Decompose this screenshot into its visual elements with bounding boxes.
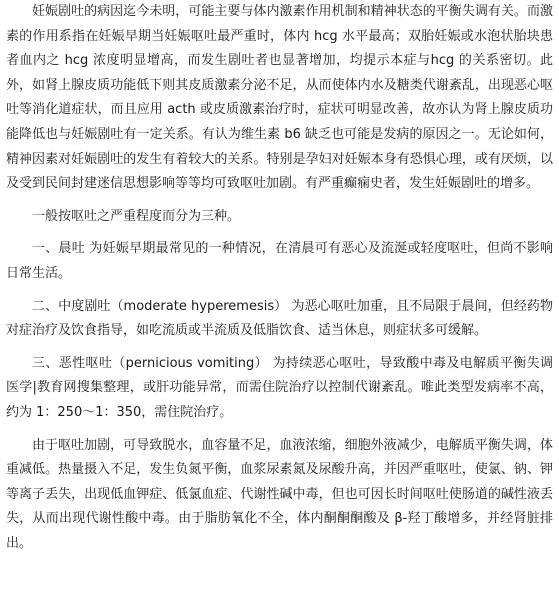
paragraph-pernicious-vomiting: 三、恶性呕吐（pernicious vomiting） 为持续恶心呕吐，导致酸中毒及电解质平衡失调医学|教育网搜集整理，或肝功能异常，而需住院治疗以控制代谢紊乱。唯此类型发病率不高，约为 1：250～1：350，需住院治疗。: [6, 355, 553, 420]
paragraph-consequences: 由于呕吐加剧，可导致脱水，血容量不足，血液浓缩，细胞外液减少，电解质平衡失调，体重减低。热量摄入不足，发生负氮平衡，血浆尿素氮及尿酸升高，并因严重呕吐，使氯、钠、钾等离子丢失，出现低血钾症、低氯血症、代谢性碱中毒，但也可因长时间呕吐使肠道的碱性液丢失，从而出现代谢性酸中毒。由于脂肪氧化不全，体内酮酮酮酸及 β-羟丁酸增多，并经肾脏排出。: [6, 437, 553, 551]
paragraph-etiology: 妊娠剧吐的病因迄今未明，可能主要与体内激素作用机制和精神状态的平衡失调有关。而激素的作用系指在妊娠早期当妊娠呕吐最严重时，体内 hcg 水平最高；双胎妊娠或水泡状胎块患者血内之 hcg 浓度明显增高，而发生剧吐者也显著增加，均提示本症与hcg 的关系密切。此外，如肾上腺皮质功能低下则其皮质激素分泌不足，从而使体内水及糖类代谢紊乱，出现恶心呕吐等消化道症状，而且应用 acth 或皮质激素治疗时，症状可明显改善，故亦认为肾上腺皮质功能降低也与妊娠剧吐有一定关系。有认为维生素 b6 缺乏也可能是发病的原因之一。无论如何，精神因素对妊娠剧吐的发生有着较大的关系。特别是孕妇对妊娠本身有恐惧心理，或有厌烦，以及受到民间封建迷信思想影响等等均可致呕吐加剧。有严重癫痫史者，发生妊娠剧吐的增多。: [6, 4, 553, 192]
paragraph-moderate-hyperemesis: 二、中度剧吐（moderate hyperemesis） 为恶心呕吐加重，且不局限于晨间，但经药物对症治疗及饮食指导，如吃流质或半流质及低脂饮食、适当休息，则症状多可缓解。: [6, 298, 553, 339]
paragraph-classification-intro: 一般按呕吐之严重程度而分为三种。: [32, 208, 241, 224]
paragraph-morning-sickness: 一、晨吐 为妊娠早期最常见的一种情况，在清晨可有恶心及流涎或轻度呕吐，但尚不影响日常生活。: [6, 241, 553, 281]
